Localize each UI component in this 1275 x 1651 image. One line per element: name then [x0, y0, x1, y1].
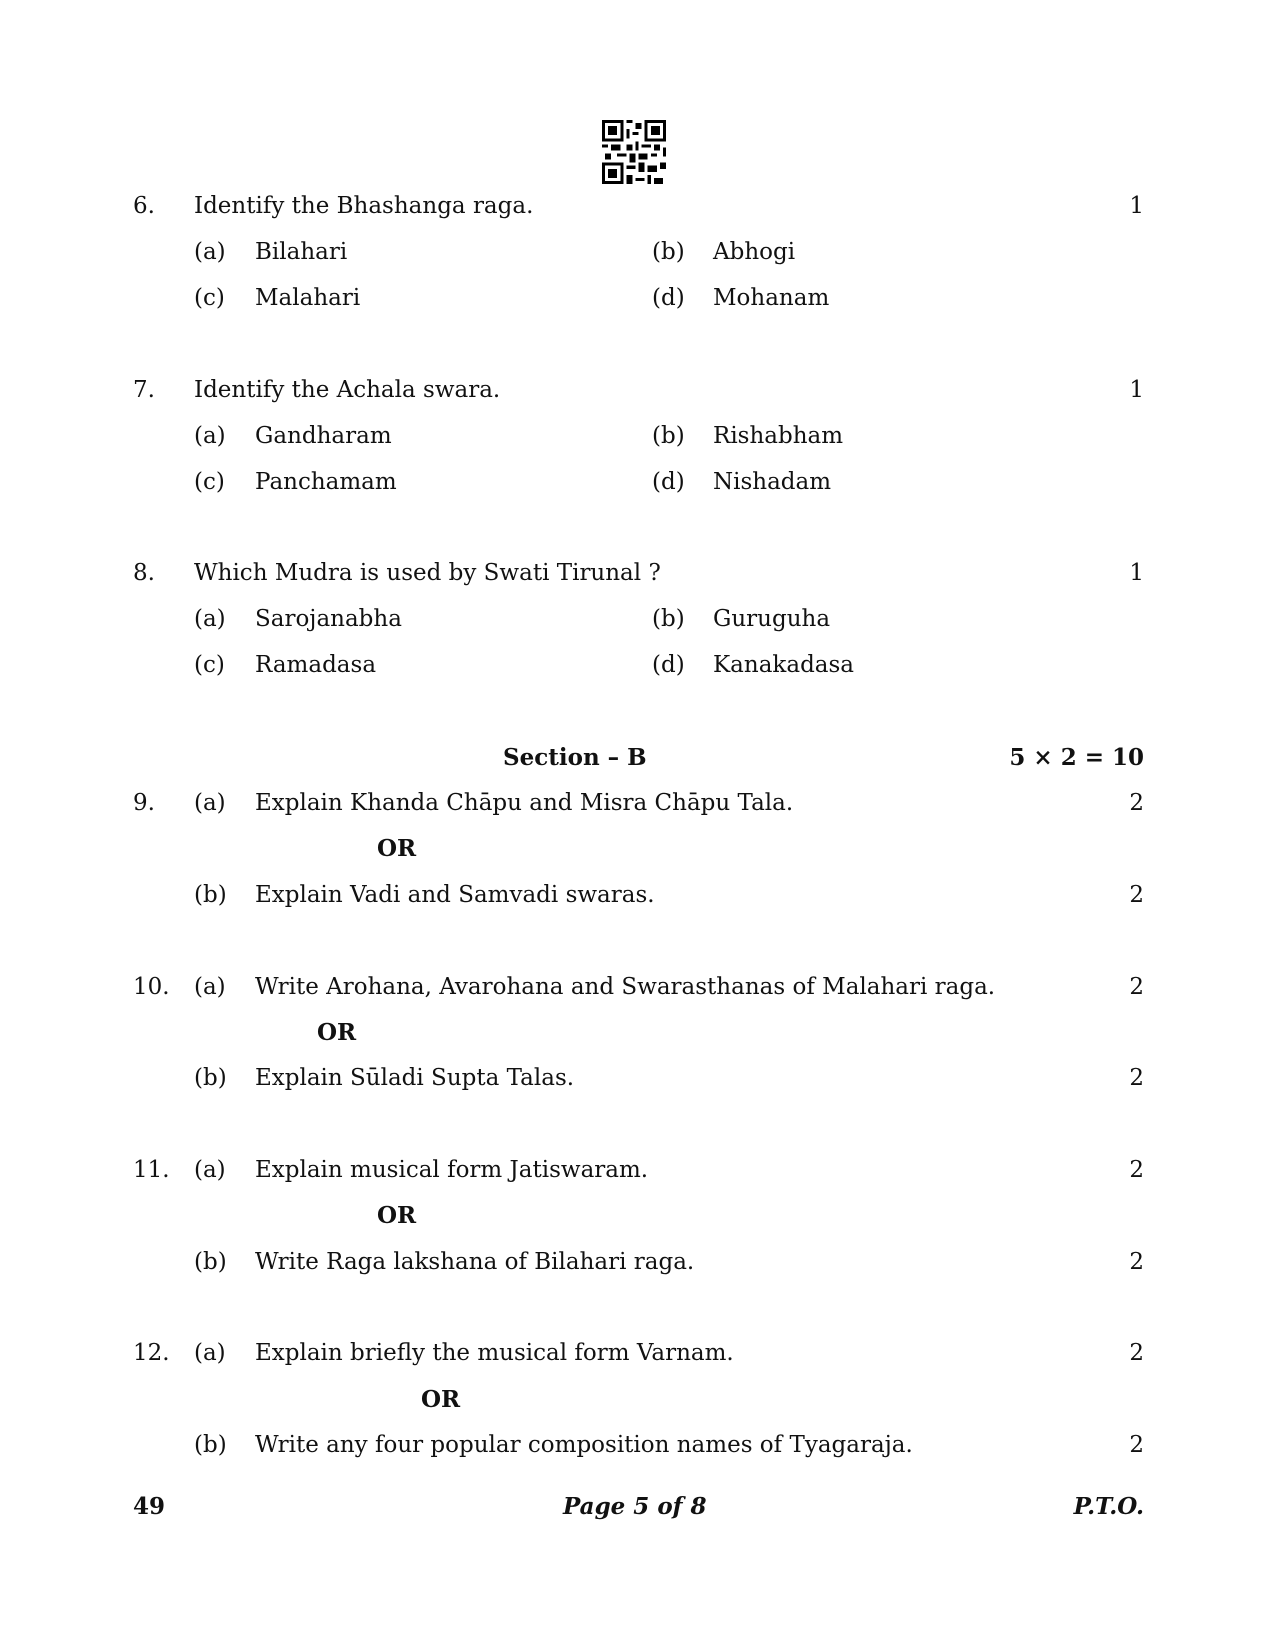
option-label: (b)	[652, 606, 685, 632]
question-marks: 2	[1129, 1065, 1144, 1091]
option-label: (b)	[194, 1249, 227, 1275]
section-marks: 5 × 2 = 10	[1009, 744, 1144, 771]
option-label: (b)	[652, 239, 685, 265]
or-separator: OR	[317, 1019, 357, 1046]
page-number: Page 5 of 8	[563, 1493, 707, 1520]
question-marks: 2	[1129, 1340, 1144, 1366]
question-number: 10.	[133, 974, 170, 1000]
option-label: (b)	[194, 882, 227, 908]
question-text: Which Mudra is used by Swati Tirunal ?	[194, 560, 661, 586]
question-number: 7.	[133, 377, 155, 403]
option-text: Bilahari	[255, 239, 348, 265]
question-number: 8.	[133, 560, 155, 586]
question-marks: 2	[1129, 882, 1144, 908]
question-number: 12.	[133, 1340, 170, 1366]
option-text: Kanakadasa	[713, 652, 855, 678]
option-label: (a)	[194, 790, 226, 816]
pto-label: P.T.O.	[1073, 1493, 1144, 1520]
question-text: Write Raga lakshana of Bilahari raga.	[255, 1249, 695, 1275]
section-title: Section – B	[503, 744, 647, 771]
option-text: Ramadasa	[255, 652, 377, 678]
question-marks: 1	[1129, 377, 1144, 403]
question-marks: 2	[1129, 1249, 1144, 1275]
question-text: Explain Khanda Chāpu and Misra Chāpu Tala.	[255, 790, 794, 816]
option-text: Rishabham	[713, 423, 844, 449]
option-text: Mohanam	[713, 285, 830, 311]
option-label: (b)	[194, 1432, 227, 1458]
option-label: (c)	[194, 469, 225, 495]
option-text: Malahari	[255, 285, 361, 311]
question-text: Write any four popular composition names of Tyagaraja.	[255, 1432, 913, 1458]
option-text: Gandharam	[255, 423, 392, 449]
option-label: (d)	[652, 285, 685, 311]
question-marks: 2	[1129, 974, 1144, 1000]
question-marks: 1	[1129, 560, 1144, 586]
option-label: (a)	[194, 974, 226, 1000]
option-label: (b)	[652, 423, 685, 449]
question-text: Explain Sūladi Supta Talas.	[255, 1065, 575, 1091]
option-text: Guruguha	[713, 606, 831, 632]
question-marks: 2	[1129, 1157, 1144, 1183]
option-text: Panchamam	[255, 469, 397, 495]
question-text: Explain musical form Jatiswaram.	[255, 1157, 649, 1183]
option-label: (a)	[194, 423, 226, 449]
or-separator: OR	[377, 835, 417, 862]
question-marks: 2	[1129, 1432, 1144, 1458]
option-label: (a)	[194, 1340, 226, 1366]
option-label: (d)	[652, 469, 685, 495]
question-marks: 2	[1129, 790, 1144, 816]
question-number: 11.	[133, 1157, 170, 1183]
or-separator: OR	[377, 1202, 417, 1229]
or-separator: OR	[421, 1386, 461, 1413]
option-text: Sarojanabha	[255, 606, 402, 632]
question-text: Identify the Bhashanga raga.	[194, 193, 534, 219]
option-label: (a)	[194, 239, 226, 265]
question-number: 6.	[133, 193, 155, 219]
option-label: (a)	[194, 1157, 226, 1183]
qr-code	[602, 120, 666, 184]
option-label: (c)	[194, 285, 225, 311]
question-text: Explain briefly the musical form Varnam.	[255, 1340, 734, 1366]
paper-code: 49	[133, 1493, 166, 1520]
option-label: (b)	[194, 1065, 227, 1091]
question-text: Identify the Achala swara.	[194, 377, 501, 403]
option-label: (c)	[194, 652, 225, 678]
option-label: (a)	[194, 606, 226, 632]
option-label: (d)	[652, 652, 685, 678]
question-number: 9.	[133, 790, 155, 816]
question-marks: 1	[1129, 193, 1144, 219]
option-text: Nishadam	[713, 469, 832, 495]
question-text: Write Arohana, Avarohana and Swarasthanas of Malahari raga.	[255, 974, 996, 1000]
option-text: Abhogi	[713, 239, 796, 265]
question-text: Explain Vadi and Samvadi swaras.	[255, 882, 655, 908]
